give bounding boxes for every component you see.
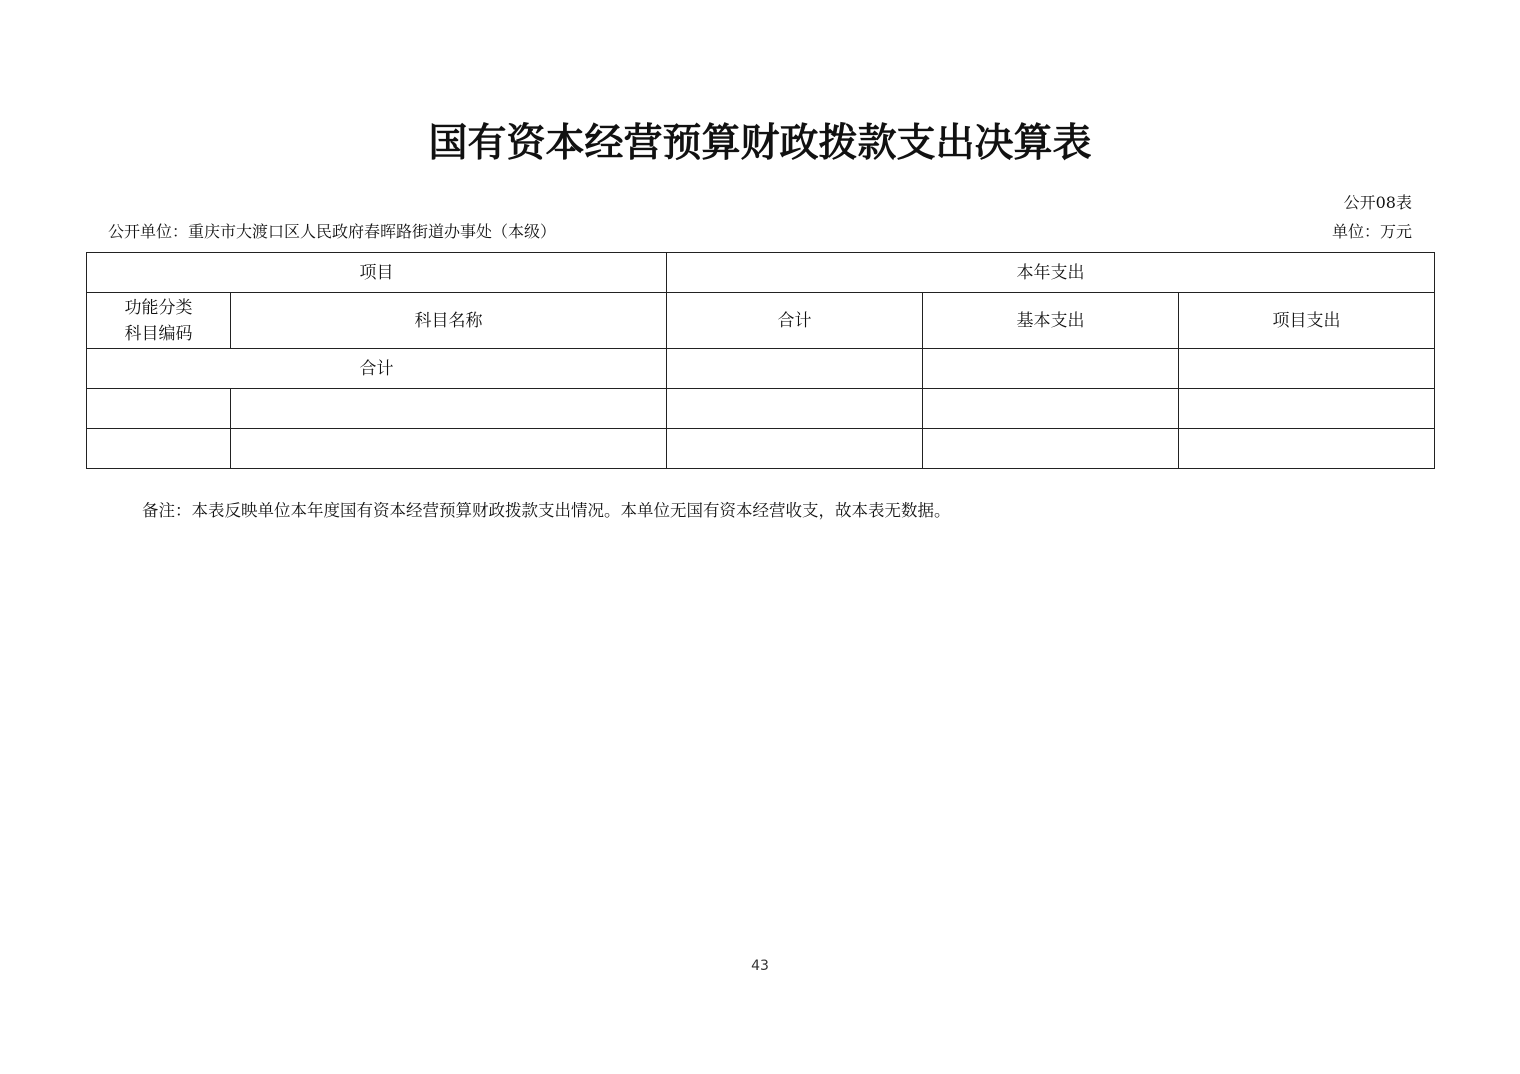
page-number: 43 — [751, 958, 769, 974]
table-note: 备注：本表反映单位本年度国有资本经营预算财政拨款支出情况。本单位无国有资本经营收支，故本表无数据。 — [142, 501, 951, 520]
col-basic-header: 基本支出 — [923, 293, 1179, 349]
col-name-header: 科目名称 — [231, 293, 667, 349]
unit-label: 单位：万元 — [1331, 222, 1412, 241]
row-project-cell — [1179, 429, 1435, 469]
row-basic-cell — [923, 429, 1179, 469]
header-item-cell: 项目 — [87, 253, 667, 293]
row-name-cell — [231, 429, 667, 469]
row-code-cell — [87, 389, 231, 429]
row-total-cell — [667, 429, 923, 469]
total-row-label: 合计 — [87, 349, 667, 389]
total-row-project — [1179, 349, 1435, 389]
col-code-header — [87, 293, 231, 349]
budget-table — [86, 252, 1435, 469]
col-total-header: 合计 — [667, 293, 923, 349]
org-label: 公开单位：重庆市大渡口区人民政府春晖路街道办事处（本级） — [108, 222, 557, 241]
total-row — [87, 349, 1435, 389]
col-code-line2: 科目编码 — [124, 323, 193, 344]
header-group-row — [87, 253, 1435, 293]
table-row — [87, 429, 1435, 469]
header-expense-cell: 本年支出 — [667, 253, 1435, 293]
col-code-line1: 功能分类 — [124, 297, 193, 318]
row-basic-cell — [923, 389, 1179, 429]
header-column-row — [87, 293, 1435, 349]
table-number: 公开08表 — [1343, 193, 1412, 212]
col-project-header: 项目支出 — [1179, 293, 1435, 349]
total-row-basic — [923, 349, 1179, 389]
row-total-cell — [667, 389, 923, 429]
row-code-cell — [87, 429, 231, 469]
header-info-line — [108, 220, 1412, 244]
row-project-cell — [1179, 389, 1435, 429]
page-title: 国有资本经营预算财政拨款支出决算表 — [428, 121, 1092, 166]
total-row-total — [667, 349, 923, 389]
table-row — [87, 389, 1435, 429]
row-name-cell — [231, 389, 667, 429]
